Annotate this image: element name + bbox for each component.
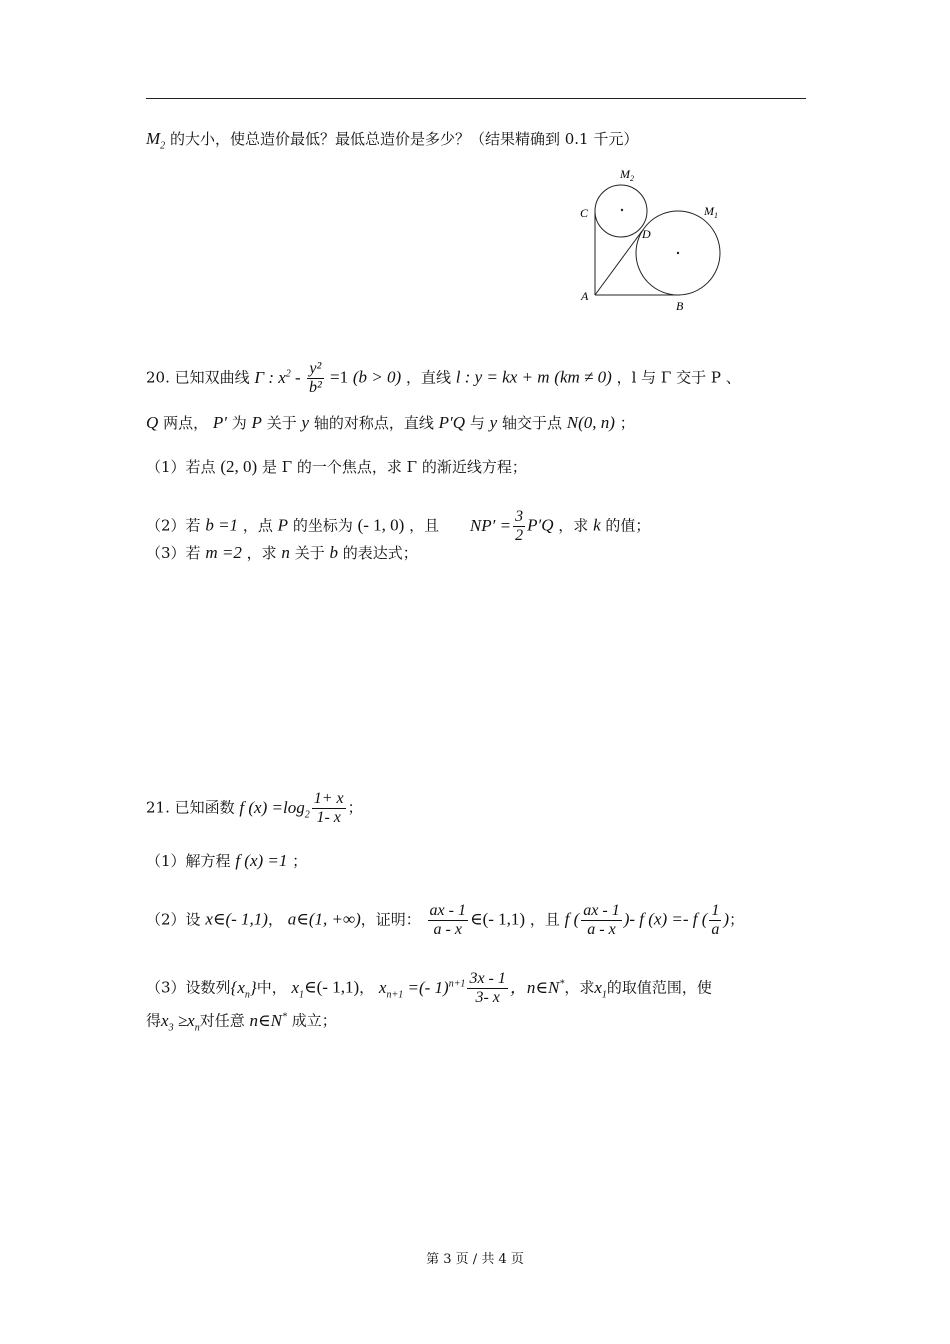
q21-line-1 bbox=[146, 790, 363, 827]
y-var: y bbox=[301, 413, 310, 432]
part-text: 的表达式； bbox=[342, 544, 418, 562]
n-condition: ，n∈N* bbox=[509, 977, 565, 997]
part-text: 是 Γ 的一个焦点，求 Γ 的渐近线方程； bbox=[261, 458, 527, 476]
vector-np: NP′ = bbox=[469, 515, 512, 535]
q19-tail-text: 的大小，使总造价最低？最低总造价是多少？（结果精确到 0.1 千元） bbox=[169, 130, 639, 148]
f-fraction: $\frac{ax - 1}{a - x}$ bbox=[583, 902, 620, 938]
line-expression: l : y = kx + m bbox=[455, 367, 550, 387]
part-text: 成立； bbox=[291, 1011, 337, 1030]
vector-fraction: $\frac{3}{2}$ bbox=[515, 508, 524, 544]
curve-equals: =1 bbox=[325, 367, 349, 387]
part-text: ，且 bbox=[409, 516, 440, 535]
segment-ad bbox=[595, 231, 642, 295]
y-var-2: y bbox=[489, 413, 498, 432]
part-label: （1）若点 bbox=[146, 458, 216, 476]
f-open: f ( bbox=[564, 909, 580, 929]
pq-line: P′Q bbox=[438, 413, 466, 432]
in-range: ∈(- 1,1) bbox=[469, 909, 526, 929]
curve-fraction: $\frac{\text{y²}}{\text{b²}}$ bbox=[308, 360, 322, 396]
part-label: （3）若 bbox=[146, 544, 201, 562]
curve-gamma: Γ : $x^2$ - bbox=[254, 367, 305, 387]
b-equation: b =1 bbox=[205, 515, 239, 535]
line-label: ，直线 bbox=[405, 368, 451, 387]
part-text: 对任意 bbox=[199, 1011, 245, 1030]
intersect-text: ，l 与 Γ 交于 P 、 bbox=[616, 368, 741, 387]
q21-number: 21. 已知函数 bbox=[146, 798, 235, 817]
part-label: （3）设数列 bbox=[146, 978, 231, 997]
part-text: 中， bbox=[256, 978, 287, 997]
label-d: D bbox=[642, 227, 651, 241]
curve-condition: (b > 0) bbox=[352, 367, 402, 387]
vector-pq: P′Q bbox=[527, 515, 554, 535]
q20-part-1 bbox=[146, 456, 527, 478]
center-m2-dot bbox=[621, 209, 623, 211]
with-text: 与 bbox=[469, 414, 485, 432]
circle-m2 bbox=[595, 185, 647, 237]
p-coordinate: (- 1, 0) bbox=[357, 515, 405, 535]
symmetry-text: 轴的对称点，直线 bbox=[313, 414, 434, 432]
one-over-a: $\frac{1}{a}$ bbox=[711, 902, 720, 938]
x3-inequality: $x_3 \ge x_n$ bbox=[161, 1010, 200, 1034]
q20-part-3 bbox=[146, 542, 418, 564]
q21-part-1 bbox=[146, 850, 307, 872]
k-var: k bbox=[593, 515, 601, 535]
q20-part-2 bbox=[146, 508, 650, 545]
part-text: ，证明： bbox=[360, 910, 421, 929]
label-m2: $M_2$ bbox=[620, 167, 634, 183]
part-label: （2）若 bbox=[146, 516, 201, 535]
x1-var-2: $x_1$ bbox=[594, 977, 607, 1000]
x1-var: $x_1$ bbox=[291, 977, 305, 1000]
f-end: ) bbox=[723, 909, 730, 929]
p-prime: P′ bbox=[212, 413, 227, 432]
recurrence-fraction: $\frac{3x - 1}{3- x}$ bbox=[469, 970, 506, 1006]
part-text: 的取值范围，使 bbox=[606, 978, 712, 997]
function-fraction: $\frac{1+ x}{1- x}$ bbox=[313, 790, 344, 826]
about-text: 关于 bbox=[266, 414, 297, 432]
p-var: P bbox=[251, 413, 262, 432]
a-range: a∈(1, +∞) bbox=[287, 909, 361, 929]
line-end: ； bbox=[619, 414, 635, 432]
part-label: （2）设 bbox=[146, 910, 201, 929]
part-text: ； bbox=[292, 852, 308, 870]
recurrence: $x_{n+1}$ =(- 1)$^{n+1}$ bbox=[378, 977, 466, 1000]
part-text: 的坐标为 bbox=[292, 516, 353, 535]
n-condition: n∈N* bbox=[249, 1010, 287, 1030]
label-m1: $M_1$ bbox=[704, 204, 718, 220]
two-points-text: 两点， bbox=[163, 414, 209, 432]
header-rule bbox=[146, 98, 806, 99]
q21-part-2 bbox=[146, 902, 744, 939]
part-text: ，点 bbox=[242, 516, 273, 535]
n-point: N(0, n) bbox=[566, 413, 615, 432]
f-close: )- f (x) =- f ( bbox=[623, 909, 708, 929]
q20-number: 20. 已知双曲线 bbox=[146, 368, 250, 387]
part-text: ，求 bbox=[246, 544, 277, 562]
equation: f (x) =1 bbox=[235, 851, 288, 870]
part-text: ，求 bbox=[564, 978, 595, 997]
part-text: ； bbox=[729, 910, 745, 929]
part-text: 关于 bbox=[294, 544, 325, 562]
part-text: ，且 bbox=[529, 910, 560, 929]
p-var: P bbox=[277, 515, 289, 535]
part-text: ，求 bbox=[558, 516, 589, 535]
q20-line-1 bbox=[146, 360, 741, 397]
n-var: n bbox=[281, 543, 290, 562]
m2-variable: $M_2$ bbox=[146, 129, 166, 152]
x1-range: ∈(- 1,1) bbox=[304, 977, 360, 997]
line-end: ； bbox=[347, 798, 363, 817]
part-text: ， bbox=[359, 978, 375, 997]
sequence: $\{x_n\}$ bbox=[230, 977, 257, 1000]
part-label: 得 bbox=[146, 1011, 162, 1030]
q21-part-3 bbox=[146, 970, 712, 1007]
center-m1-dot bbox=[677, 252, 679, 254]
proof-fraction: $\frac{ax - 1}{a - x}$ bbox=[429, 902, 466, 938]
label-a: A bbox=[581, 289, 589, 303]
focus-point: (2, 0) bbox=[220, 457, 258, 476]
label-b: B bbox=[676, 299, 684, 313]
part-text: ， bbox=[267, 910, 283, 929]
circles-figure bbox=[576, 166, 736, 316]
function-def: f $(x) =\log_2$ bbox=[239, 797, 310, 820]
meet-text: 轴交于点 bbox=[501, 414, 562, 432]
page-footer: 第 3 页 / 共 4 页 bbox=[426, 1252, 524, 1267]
q20-line-2 bbox=[146, 412, 635, 434]
part-label: （1）解方程 bbox=[146, 852, 231, 870]
part-text: 的值； bbox=[605, 516, 651, 535]
q-var: Q bbox=[146, 413, 159, 432]
line-condition: (km ≠ 0) bbox=[554, 367, 612, 387]
q21-part-3-cont bbox=[146, 1006, 337, 1039]
x-range: x∈(- 1,1) bbox=[205, 909, 268, 929]
q19-tail-line bbox=[146, 128, 638, 157]
is-text: 为 bbox=[231, 414, 247, 432]
b-var: b bbox=[329, 543, 338, 562]
label-c: C bbox=[580, 206, 589, 220]
m-equation: m =2 bbox=[205, 543, 242, 562]
